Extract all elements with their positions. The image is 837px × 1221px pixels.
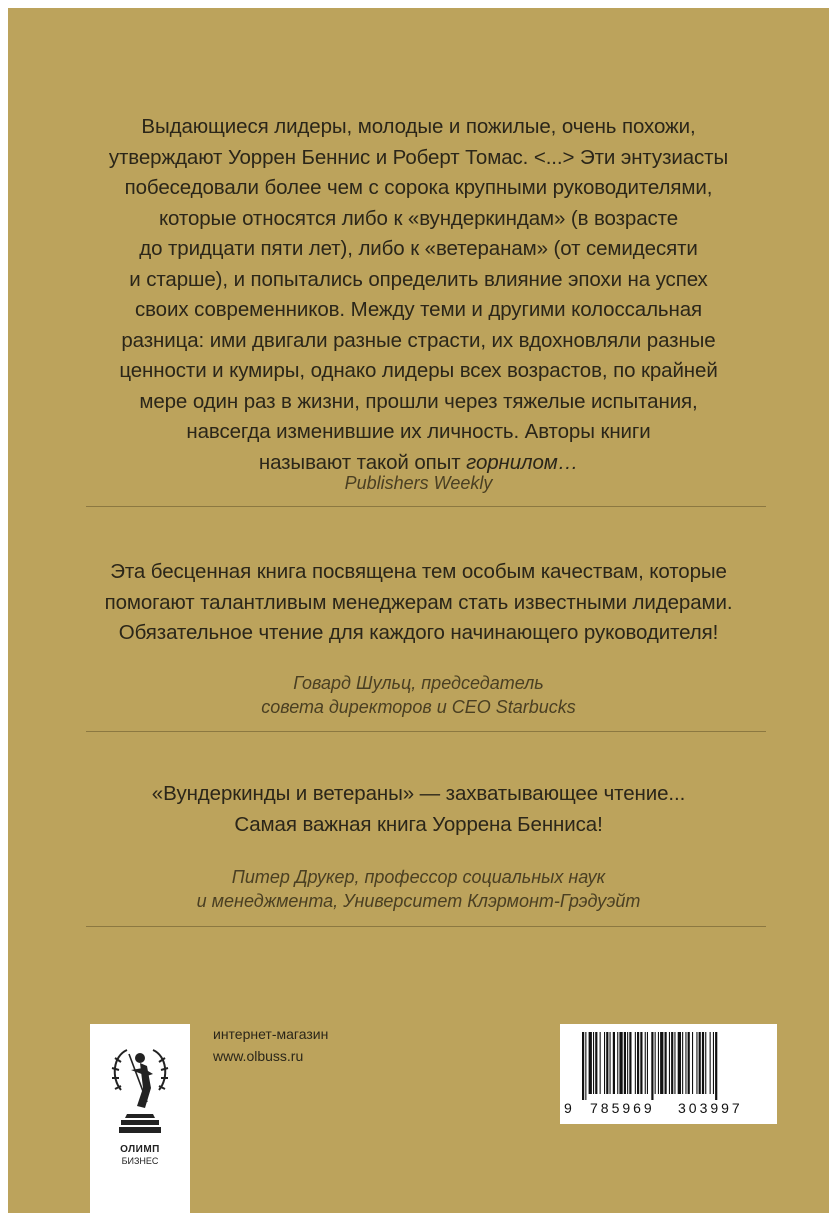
- attribution-peter-drucker: [8, 865, 829, 913]
- barcode-bar: [606, 1032, 608, 1094]
- attribution-line: совета директоров и CEO Starbucks: [261, 697, 576, 717]
- quote-line: утверждают Уоррен Беннис и Роберт Томас. <...> Эти энтузиасты: [108, 145, 729, 169]
- barcode-right-digits: 303997: [678, 1100, 743, 1116]
- barcode-bar: [595, 1032, 597, 1094]
- quote-line-prefix: называют такой опыт: [258, 450, 467, 474]
- quote-line: Самая важная книга Уоррена Бенниса!: [234, 812, 603, 836]
- barcode-bar: [635, 1032, 636, 1094]
- barcode-bar: [627, 1032, 628, 1094]
- quote-line: навсегда изменившие их личность. Авторы книги: [186, 420, 651, 443]
- back-cover: [8, 8, 829, 1213]
- barcode-bar: [696, 1032, 697, 1094]
- barcode-left-digits: 785969: [590, 1100, 655, 1116]
- barcode-bar: [637, 1032, 639, 1094]
- quote-line: и старше), и попытались определить влияние эпохи на успех: [129, 267, 708, 291]
- barcode-bar: [705, 1032, 706, 1094]
- barcode-bar: [702, 1032, 704, 1094]
- barcode-bar: [671, 1032, 673, 1094]
- barcode-bar: [692, 1032, 693, 1094]
- barcode-bar: [617, 1032, 618, 1094]
- barcode-bar: [647, 1032, 648, 1094]
- barcode-bar: [715, 1032, 717, 1100]
- shop-url[interactable]: www.olbuss.ru: [213, 1048, 304, 1064]
- barcode-icon: [580, 1032, 760, 1100]
- divider: [86, 926, 766, 927]
- quote-line: помогают талантливым менеджерам стать известными лидерами.: [104, 590, 733, 614]
- logo-subtitle: БИЗНЕС: [121, 1156, 159, 1166]
- quote-line: Выдающиеся лидеры, молодые и пожилые, очень похожи,: [141, 115, 696, 138]
- attribution-publishers-weekly: [8, 471, 829, 495]
- review-publishers-weekly: [8, 112, 829, 478]
- barcode-bar: [610, 1032, 611, 1094]
- barcode-bar: [589, 1032, 592, 1094]
- attribution-line: Publishers Weekly: [344, 473, 493, 493]
- attribution-line: Говард Шульц, председатель: [293, 673, 544, 693]
- barcode-first-digit: 9: [564, 1100, 572, 1116]
- quote-line: «Вундеркинды и ветераны» — захватывающее чтение...: [151, 782, 686, 805]
- quote-line: своих современников. Между теми и другими колоссальная: [134, 298, 703, 321]
- review-howard-schultz: [8, 557, 829, 649]
- review-peter-drucker: [8, 779, 829, 840]
- quote-emphasis: горнилом…: [466, 450, 579, 474]
- barcode-bar: [640, 1032, 642, 1094]
- barcode-bar: [593, 1032, 594, 1094]
- barcode-bar: [600, 1032, 601, 1094]
- barcode-bar: [713, 1032, 714, 1094]
- attribution-howard-schultz: [8, 671, 829, 719]
- quote-line: Обязательное чтение для каждого начинающего руководителя!: [118, 621, 719, 644]
- barcode-bar: [624, 1032, 626, 1094]
- quote-line: мере один раз в жизни, прошли через тяжелые испытания,: [139, 389, 698, 413]
- barcode-bar: [585, 1032, 586, 1100]
- quote-line: ценности и кумиры, однако лидеры всех возрастов, по крайней: [119, 359, 718, 382]
- quote-line: разница: ими двигали разные страсти, их вдохновляли разные: [121, 328, 716, 352]
- quote-line: которые относятся либо к «вундеркиндам» (в возрасте: [158, 206, 679, 230]
- barcode-bar: [674, 1032, 675, 1094]
- quote-line: побеседовали более чем с сорока крупными руководителями,: [124, 176, 713, 199]
- barcode-bar: [655, 1032, 656, 1094]
- barcode-bar: [613, 1032, 615, 1094]
- barcode-bar: [651, 1032, 653, 1100]
- attribution-line: и менеджмента, Университет Клэрмонт-Грэдуэйт: [196, 891, 641, 911]
- logo-name: ОЛИМП: [120, 1144, 160, 1155]
- barcode-bar: [629, 1032, 631, 1094]
- mercury-emblem-icon: [107, 1044, 173, 1142]
- barcode-bar: [619, 1032, 622, 1094]
- barcode-bar: [660, 1032, 663, 1094]
- quote-line: до тридцати пяти лет), либо к «ветеранам» (от семидесяти: [139, 237, 698, 260]
- publisher-logo: [90, 1024, 190, 1213]
- barcode-bar: [710, 1032, 711, 1094]
- barcode-bar: [658, 1032, 659, 1094]
- barcode-bar: [678, 1032, 681, 1094]
- barcode-bar: [645, 1032, 646, 1094]
- online-shop-info: [213, 1023, 328, 1067]
- shop-label: интернет-магазин: [213, 1026, 329, 1042]
- attribution-line: Питер Друкер, профессор социальных наук: [231, 867, 606, 887]
- barcode-bar: [665, 1032, 667, 1094]
- divider: [86, 506, 766, 507]
- isbn-barcode: [560, 1024, 777, 1124]
- barcode-bar: [582, 1032, 584, 1100]
- divider: [86, 731, 766, 732]
- barcode-bar: [669, 1032, 670, 1094]
- barcode-bar: [688, 1032, 690, 1094]
- barcode-bar: [682, 1032, 683, 1094]
- barcode-bar: [685, 1032, 686, 1094]
- quote-line: Эта бесценная книга посвящена тем особым качествам, которые: [110, 560, 727, 583]
- barcode-bar: [699, 1032, 701, 1094]
- barcode-bar: [604, 1032, 605, 1094]
